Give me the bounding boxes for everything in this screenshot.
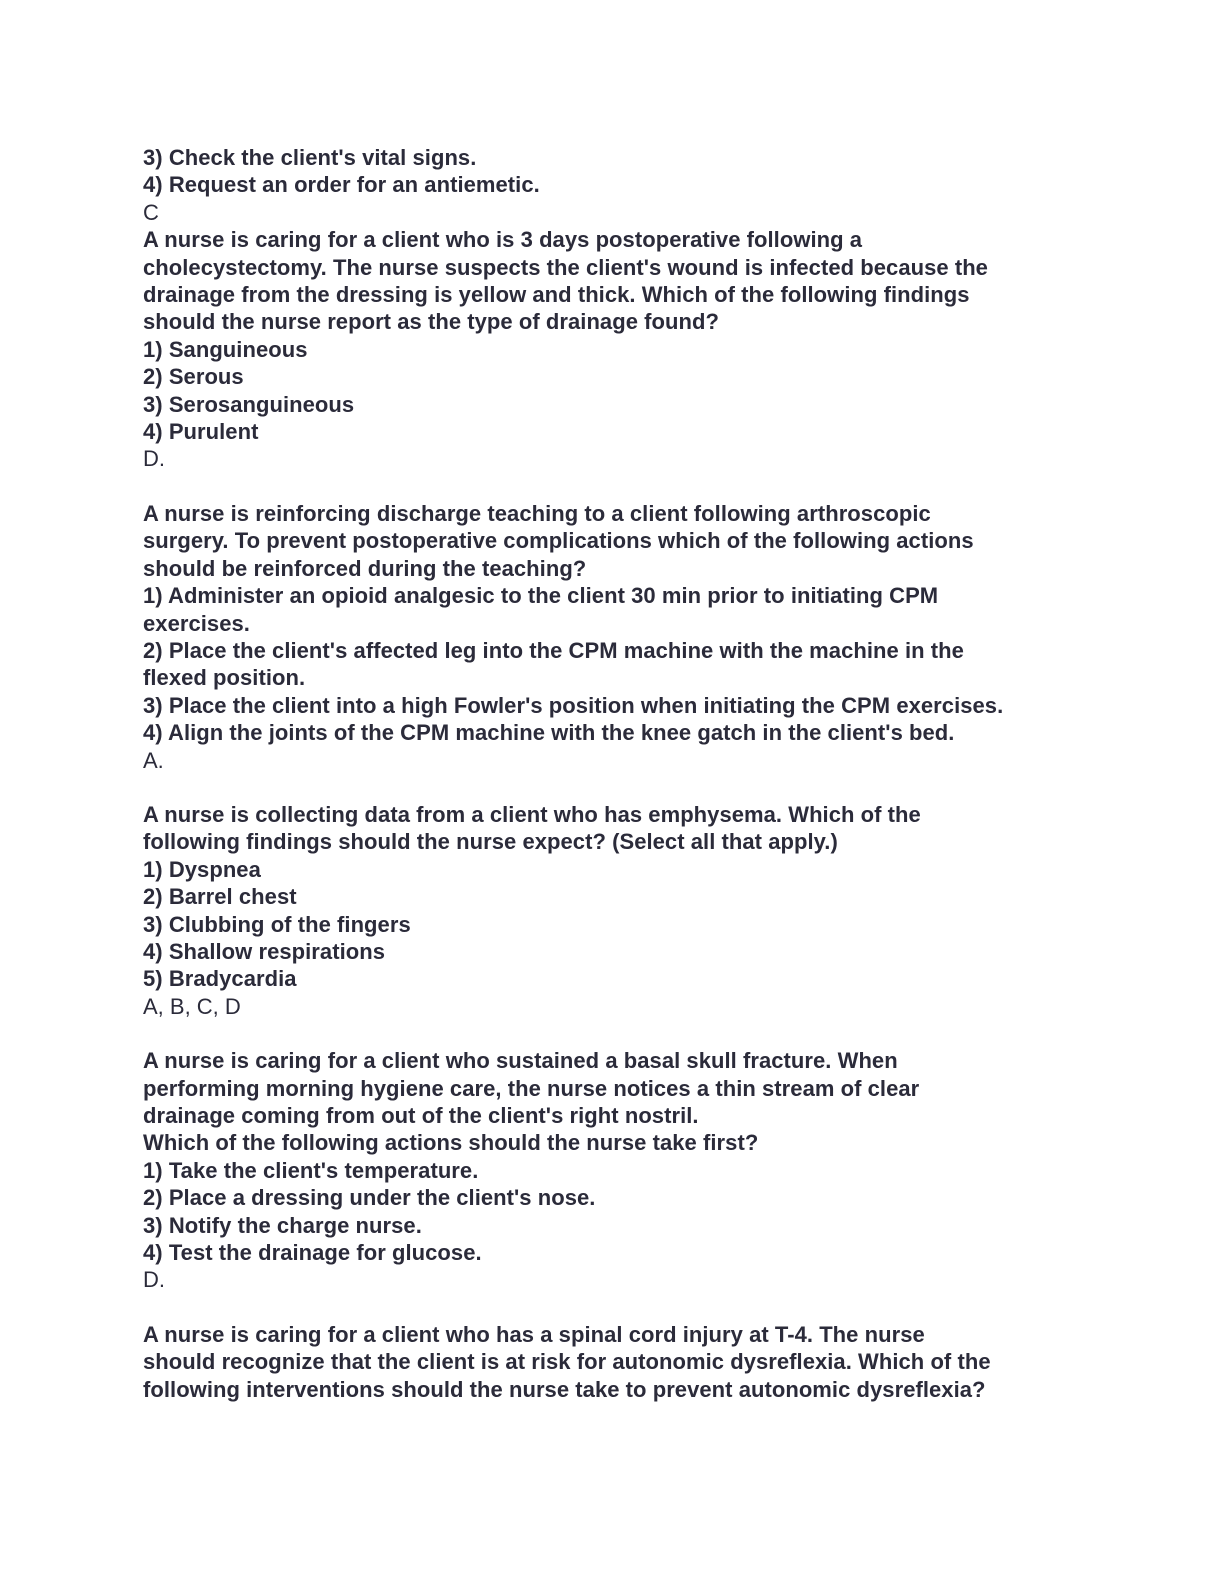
option-line: 4) Shallow respirations <box>143 938 385 964</box>
document-page <box>143 144 1143 1403</box>
paragraph-gap <box>143 473 1143 500</box>
question-line: cholecystectomy. The nurse suspects the client's wound is infected because the <box>143 254 988 280</box>
answer-key: A, B, C, D <box>143 993 241 1019</box>
question-line: drainage from the dressing is yellow and thick. Which of the following findings <box>143 282 970 308</box>
question-line: A nurse is caring for a client who sustained a basal skull fracture. When <box>143 1048 898 1074</box>
question-block-skull-fracture <box>143 1047 1143 1294</box>
option-line: 4) Purulent <box>143 419 259 445</box>
option-line: 5) Bradycardia <box>143 966 297 992</box>
paragraph-gap <box>143 1020 1143 1047</box>
answer-key: A. <box>143 747 164 773</box>
question-line: Which of the following actions should the nurse take first? <box>143 1130 759 1156</box>
option-line: exercises. <box>143 610 250 636</box>
option-line: 2) Place the client's affected leg into the CPM machine with the machine in the <box>143 637 964 663</box>
question-line: A nurse is reinforcing discharge teaching to a client following arthroscopic <box>143 500 931 526</box>
option-line: 4) Request an order for an antiemetic. <box>143 172 540 198</box>
question-line: following findings should the nurse expect? (Select all that apply.) <box>143 829 838 855</box>
answer-key: C <box>143 199 159 225</box>
option-line: 2) Place a dressing under the client's nose. <box>143 1185 596 1211</box>
answer-key: D. <box>143 1267 165 1293</box>
question-line: A nurse is caring for a client who is 3 days postoperative following a <box>143 227 863 253</box>
question-line: should be reinforced during the teaching? <box>143 555 587 581</box>
option-line: 1) Sanguineous <box>143 336 308 362</box>
option-line: 2) Serous <box>143 364 244 390</box>
question-block-drainage <box>143 226 1143 473</box>
question-block-arthroscopic <box>143 500 1143 774</box>
option-line: 1) Take the client's temperature. <box>143 1157 479 1183</box>
question-line: should the nurse report as the type of drainage found? <box>143 309 719 335</box>
option-line: flexed position. <box>143 665 306 691</box>
paragraph-gap <box>143 774 1143 801</box>
option-line: 2) Barrel chest <box>143 884 297 910</box>
option-line: 3) Check the client's vital signs. <box>143 145 477 170</box>
question-block-emphysema <box>143 801 1143 1020</box>
question-line: following interventions should the nurse take to prevent autonomic dysreflexia? <box>143 1376 986 1402</box>
option-line: 3) Clubbing of the fingers <box>143 911 411 937</box>
question-line: drainage coming from out of the client's right nostril. <box>143 1103 699 1128</box>
option-line: 1) Administer an opioid analgesic to the client 30 min prior to initiating CPM <box>143 583 939 609</box>
option-line: 1) Dyspnea <box>143 856 261 882</box>
paragraph-gap <box>143 1294 1143 1321</box>
question-block-tail <box>143 144 1143 226</box>
question-line: A nurse is caring for a client who has a spinal cord injury at T-4. The nurse <box>143 1321 925 1347</box>
answer-key: D. <box>143 446 165 472</box>
question-block-spinal-cord <box>143 1321 1143 1403</box>
option-line: 3) Serosanguineous <box>143 391 355 417</box>
question-line: A nurse is collecting data from a client who has emphysema. Which of the <box>143 801 921 827</box>
option-line: 3) Notify the charge nurse. <box>143 1212 422 1238</box>
option-line: 4) Align the joints of the CPM machine with the knee gatch in the client's bed. <box>143 720 955 746</box>
question-line: should recognize that the client is at risk for autonomic dysreflexia. Which of the <box>143 1349 991 1375</box>
option-line: 3) Place the client into a high Fowler's position when initiating the CPM exercises. <box>143 692 1004 718</box>
question-line: performing morning hygiene care, the nurse notices a thin stream of clear <box>143 1075 920 1101</box>
option-line: 4) Test the drainage for glucose. <box>143 1240 482 1266</box>
question-line: surgery. To prevent postoperative complications which of the following actions <box>143 528 974 554</box>
